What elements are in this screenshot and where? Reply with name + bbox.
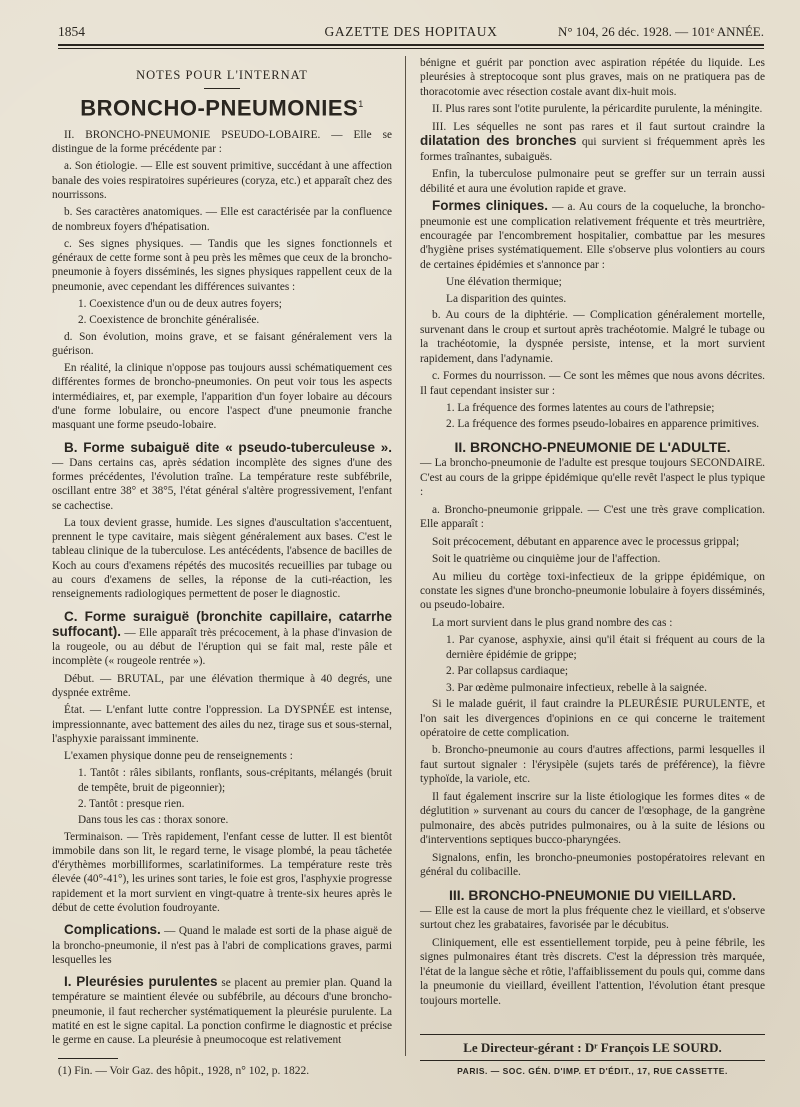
subsection-text: — Quand le malade est sorti de la phase aiguë de la broncho-pneumonie, il n'est pas à l'abri de complications graves, parmi lesquelles les <box>52 925 392 966</box>
header-rule-thin <box>58 48 764 49</box>
list-item: 2. La fréquence des formes pseudo-lobaires en apparence primitives. <box>446 418 760 431</box>
signature: Le Directeur-gérant : Dʳ François LE SOURD. <box>463 1040 722 1055</box>
paragraph: Cliniquement, elle est essentiellement torpide, peu à peine fébrile, les signes pulmonaires étant très discrets. C'est la dépression très marquée, l'état de la langue sèche et rôtie, l'affaiblissement du pouls qui, comme dans la pneumonie du vieillard, éveillent l'attention, l'évolution étant presque toujours mortelle. <box>420 936 765 1007</box>
list-item: 3. Par œdème pulmonaire infectieux, rebelle à la saignée. <box>446 681 707 694</box>
emphasis-text: dilatation des bronches <box>420 133 577 149</box>
paragraph: Si le malade guérit, il faut craindre la PLEURÉSIE PURULENTE, et l'on sait les divergences d'opinions en ce qui concerne le traitement opératoire de cette complication. <box>420 698 765 740</box>
paragraph: bénigne et guérit par ponction avec aspiration répétée du liquide. Les pleurésies à streptocoque sont plus graves, mais on ne pratiquera pas de thoracotomie avec résection costale avant dix-huit mois. <box>420 57 765 98</box>
paragraph: Au milieu du cortège toxi-infectieux de la grippe épidémique, on constate les signes d'une broncho-pneumonie lobulaire à foyers disséminés, ou pseudo-lobaire. <box>420 570 765 612</box>
paragraph: II. Plus rares sont l'otite purulente, la péricardite purulente, la méningite. <box>432 103 763 116</box>
page-number: 1854 <box>58 24 85 39</box>
subsection-text: — Dans certains cas, après sédation incomplète des signes d'une des formes précédentes, l'évolution traîne. La température reste subfébrile, oscillant entre 38° et 38°5, l'état général s'altère progressivement, l'enfant se cachectise. <box>52 456 392 512</box>
paragraph: La toux devient grasse, humide. Les signes d'auscultation s'accentuent, prennent le type cavitaire, mais siègent généralement aux bases. C'est le tableau clinique de la tuberculose. Les antécédents, l'absence de bacilles de Koch au cours d'examens répétés des mucosités recueillies par tubage ou au cours d'examens de selles, la réponse de la cuti-réaction, les renseignements radiologiques permettent de poser le diagnostic. <box>52 516 392 601</box>
section-rule <box>204 88 240 89</box>
paragraph: b. Au cours de la diphtérie. — Complication généralement mortelle, survenant dans le croup et surtout après trachéotomie. Malgré le tubage ou la trachéotomie, la dyspnée persiste, intense, et la mort survient rapidement, dans l'adynamie. <box>420 309 765 365</box>
paragraph: c. Formes du nourrisson. — Ce sont les mêmes que nous avons décrites. Il faut cependant insister sur : <box>420 370 765 397</box>
subsection-b <box>52 441 392 513</box>
subsection-c <box>52 610 392 669</box>
list-item: 2. Par collapsus cardiaque; <box>446 665 569 678</box>
paragraph: a. Son étiologie. — Elle est souvent primitive, succédant à une affection banale des voies respiratoires supérieures (coryza, etc.) et apparaît chez des nourrissons. <box>52 160 392 202</box>
subsection-text: se placent au premier plan. Quand la température se maintient élevée ou subfébrile, au décours d'une broncho-pneumonie, il faut rechercher systématiquement la pleurésie purulente. La matité en est le signe capital. La ponction confirme le diagnostic et précise le germe en cause. La pleurésie à pneumocoque est relativement <box>52 977 392 1047</box>
header-rule <box>58 44 764 46</box>
right-column <box>420 56 765 1011</box>
subsection-heading: III. BRONCHO-PNEUMONIE DU VIEILLARD. <box>448 886 736 903</box>
subsection-heading: C. Forme suraiguë (bronchite capillaire, catarrhe suffocant). <box>52 608 392 639</box>
subsection-heading: Complications. <box>64 922 161 938</box>
paragraph: En réalité, la clinique n'oppose pas toujours aussi schématiquement ces différentes formes de broncho-pneumonies. On peut voir tous les aspects intermédiaires, et, par exemple, l'apparition d'un foyer lobaire au décours d'une forme lobulaire, ou encore l'aspect d'une pneumonie franche masquant une forme pseudo-lobaire. <box>52 362 392 432</box>
list-item: 1. Par cyanose, asphyxie, ainsi qu'il était si fréquent au cours de la dernière épidémie de grippe; <box>446 634 765 661</box>
column-divider <box>405 56 406 1056</box>
paragraph: Signalons, enfin, les broncho-pneumonies postopératoires relevant en général du colibacille. <box>420 851 765 879</box>
list-item: 1. La fréquence des formes latentes au cours de l'athrepsie; <box>446 401 715 414</box>
footnote: (1) Fin. — Voir Gaz. des hôpit., 1928, n° 102, p. 1822. <box>58 1065 310 1077</box>
subsection-heading: I. Pleurésies purulentes <box>64 974 218 990</box>
subsection-heading: Formes cliniques. <box>432 198 549 214</box>
paragraph: Soit précocement, débutant en apparence avec le processus grippal; <box>432 535 740 548</box>
section-label: NOTES POUR L'INTERNAT <box>136 68 308 82</box>
signature-rule <box>420 1034 765 1035</box>
paragraph: Enfin, la tuberculose pulmonaire peut se greffer sur un terrain aussi débilité et aura une évolution rapide et grave. <box>420 168 765 195</box>
text-run: qui survient si fréquemment après les formes traînantes, subaiguës. <box>420 136 765 163</box>
paragraph <box>420 120 765 164</box>
subsection-text: — a. Au cours de la coqueluche, la broncho-pneumonie est une complication relativement fréquente et très meurtrière, encouragée par l'encombrement hospitalier, combattue par les mesures d'hygiène prises systématiquement. Elle s'observe plus volontiers au cours de certaines épidémies et s'annonce par : <box>420 201 765 271</box>
title-footnote-mark: 1 <box>358 99 364 110</box>
paragraph: L'examen physique donne peu de renseignements : <box>64 750 293 763</box>
list-item: 1. Coexistence d'un ou de deux autres foyers; <box>78 297 282 310</box>
paragraph: a. Broncho-pneumonie grippale. — C'est une très grave complication. Elle apparaît : <box>420 503 765 531</box>
footnote-rule <box>58 1058 118 1059</box>
paragraph: État. — L'enfant lutte contre l'oppression. La DYSPNÉE est intense, impressionnante, avec battement des ailes du nez, tirage sus et sous-sternal, l'asphyxie paraissant imminente. <box>52 704 392 745</box>
complications <box>52 923 392 967</box>
paragraph: Début. — BRUTAL, par une élévation thermique à 40 degrés, une dyspnée extrême. <box>52 672 392 700</box>
subsection-text: — Elle apparaît très précocement, à la phase d'invasion de la rougeole, ou au début de l'éruption qui se fait mal, reste pâle et incomplète (« rougeole rentrée »). <box>52 626 392 668</box>
issue-info: N° 104, 26 déc. 1928. — 101ᵉ ANNÉE. <box>557 24 764 39</box>
article-title <box>52 95 392 121</box>
list-item: Dans tous les cas : thorax sonore. <box>78 814 229 827</box>
subsection-heading: II. BRONCHO-PNEUMONIE DE L'ADULTE. <box>454 438 731 455</box>
text-run: III. Les séquelles ne sont pas rares et il faut surtout craindre la <box>432 120 765 133</box>
paragraph: — Elle est la cause de mort la plus fréquente chez le vieillard, et s'observe surtout chez les grabataires, favorisée par le décubitus. <box>420 905 765 932</box>
formes-cliniques <box>420 199 765 272</box>
pleuresies <box>52 975 392 1047</box>
paragraph: b. Broncho-pneumonie au cours d'autres affections, parmi lesquelles il faut surtout signaler : l'érysipèle (sujets tarés de préférence), la fièvre typhoïde, la variole, etc. <box>420 744 765 786</box>
paragraph: b. Ses caractères anatomiques. — Elle est caractérisée par la confluence de nombreux foyers d'hépatisation. <box>52 206 392 233</box>
journal-title: GAZETTE DES HOPITAUX <box>324 24 498 39</box>
paragraph: II. BRONCHO-PNEUMONIE PSEUDO-LOBAIRE. — Elle se distingue de la forme précédente par : <box>52 128 392 156</box>
paragraph: Soit le quatrième ou cinquième jour de l'affection. <box>432 553 661 566</box>
paragraph: — La broncho-pneumonie de l'adulte est presque toujours SECONDAIRE. C'est au cours de la grippe épidémique qu'elle revêt l'aspect le plus typique : <box>420 457 765 499</box>
list-item: Une élévation thermique; <box>446 276 562 289</box>
paragraph: La mort survient dans le plus grand nombre des cas : <box>432 616 673 629</box>
subsection-heading: B. Forme subaiguë dite « pseudo-tuberculeuse ». <box>64 439 392 455</box>
list-item: 2. Coexistence de bronchite généralisée. <box>78 314 260 327</box>
paragraph: Terminaison. — Très rapidement, l'enfant cesse de lutter. Il est bientôt immobile dans son lit, le regard terne, le visage plombé, la peau tâchetée d'érythèmes morbilliformes, scarlatiniformes. La température reste très élevée (40°-41°), les urines sont taries, le foie est gros, l'asphyxie progresse rapidement et la mort survient en vingt-quatre à trente-six heures après le début de cette évolution foudroyante. <box>52 830 392 914</box>
left-column <box>52 56 392 1050</box>
paragraph: c. Ses signes physiques. — Tandis que les signes fonctionnels et généraux de cette forme sont à peu près les mêmes que ceux de la broncho-pneumonie à foyers disséminés, les signes physiques rappellent ceux de la pneumonie, avec cependant les différences suivantes : <box>52 237 392 293</box>
list-item: 1. Tantôt : râles sibilants, ronflants, sous-crépitants, mélangés (bruit de tempête, bruit de pigeonnier); <box>78 767 392 794</box>
signature-rule-bottom <box>420 1060 765 1061</box>
page-header <box>58 22 764 44</box>
printer-line: PARIS. — SOC. GÉN. D'IMP. ET D'ÉDIT., 17, RUE CASSETTE. <box>457 1066 728 1076</box>
paragraph: Il faut également inscrire sur la liste étiologique les formes dites « de déglutition » survenant au cours du cancer de l'œsophage, de la gangrène pulmonaire, des abcès putrides pulmonaires, ou à la suite de lésions ou d'interventions septiques bucco-pharyngées. <box>420 790 765 847</box>
list-item: La disparition des quintes. <box>446 292 567 305</box>
paragraph: d. Son évolution, moins grave, et se faisant généralement vers la guérison. <box>52 330 392 357</box>
list-item: 2. Tantôt : presque rien. <box>78 797 185 810</box>
article-title-text: BRONCHO-PNEUMONIES <box>80 95 359 121</box>
